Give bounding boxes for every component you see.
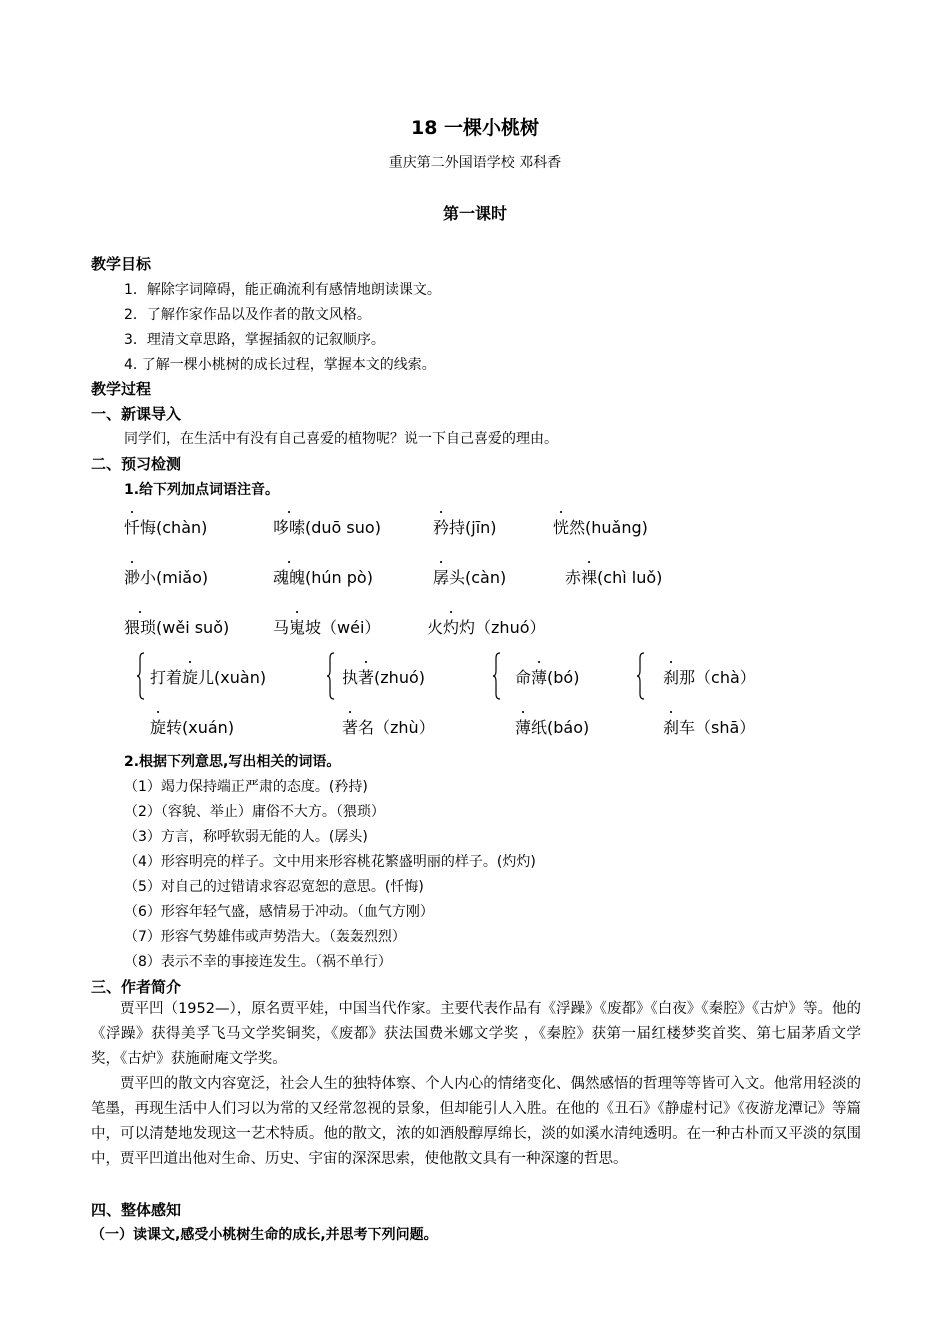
definition-item: （6）形容年轻气盛，感情易于冲动。（血气方刚） <box>124 904 434 920</box>
goal-item: 3．理清文章思路，掌握插叙的记叙顺序。 <box>124 332 385 348</box>
goal-item: 4. 了解一棵小桃树的成长过程，掌握本文的线索。 <box>124 357 436 373</box>
goals-heading: 教学目标 <box>91 255 152 273</box>
author-style-paragraph: 贾平凹的散文内容宽泛，社会人生的独特体察、个人内心的情绪变化、偶然感悟的哲理等等皆可入文。他常用轻淡的笔墨，再现生活中人们习以为常的又经常忽视的景象，但却能引人入胜。在他的《丑石》《静虚村记》《夜游龙潭记》等篇中，可以清楚地发现这一艺术特质。他的散文，浓的如酒般醇厚绵长，淡的如溪水清纯透明。在一种古朴而又平淡的氛围中，贾平凹道出他对生命、历史、宇宙的深深思索，使他散文具有一种深邃的哲思。 <box>91 1076 861 1167</box>
definition-item: （5）对自己的过错请求容忍宽恕的意思。(忏悔) <box>124 879 424 895</box>
section-heading: 二、预习检测 <box>91 455 182 473</box>
brace-icon <box>493 652 501 700</box>
definition-item: （4）形容明亮的样子。文中用来形容桃花繁盛明丽的样子。(灼灼) <box>124 854 536 870</box>
definition-item: （1）竭力保持端正严肃的态度。(矜持) <box>124 779 368 795</box>
question-2: 2.根据下列意思,写出相关的词语。 <box>124 754 341 770</box>
pinyin-word: 刹那（chà） <box>663 668 756 687</box>
question-1: 1.给下列加点词语注音。 <box>124 482 280 498</box>
pinyin-word: 著名（zhù） <box>342 718 435 737</box>
lesson-heading: 第一课时 <box>442 204 507 223</box>
pinyin-word: 魂魄(hún pò) <box>273 568 373 587</box>
brace-icon <box>137 652 145 700</box>
page-title: 18 一棵小桃树 <box>410 117 540 139</box>
pinyin-word: 忏悔(chàn) <box>124 518 208 537</box>
author-line: 重庆第二外国语学校 邓科香 <box>388 155 562 171</box>
pinyin-word: 火灼灼（zhuó） <box>427 618 546 637</box>
pinyin-word: 矜持(jīn) <box>433 518 497 537</box>
intro-text: 同学们，在生活中有没有自己喜爱的植物呢？说一下自己喜爱的理由。 <box>124 431 558 447</box>
brace-icon <box>327 652 335 700</box>
definition-item: （7）形容气势雄伟或声势浩大。（轰轰烈烈） <box>124 929 406 945</box>
author-bio-paragraph: 贾平凹（1952—），原名贾平娃，中国当代作家。主要代表作品有《浮躁》《废都》《白夜》《秦腔》《古炉》等。他的《浮躁》获得美孚飞马文学奖铜奖，《废都》获法国费米娜文学奖 ，《秦腔》获第一届红楼梦奖首奖、第七届茅盾文学奖，《古炉》获施耐庵文学奖。 <box>91 1001 861 1067</box>
pinyin-word: 渺小(miǎo) <box>124 568 209 587</box>
pinyin-word: 打着旋儿(xuàn) <box>150 668 267 687</box>
definition-item: （3）方言，称呼软弱无能的人。(孱头) <box>124 829 368 845</box>
definition-item: （2）（容貌、举止）庸俗不大方。（猥琐） <box>124 804 385 820</box>
goal-item: 1．解除字词障碍，能正确流利有感情地朗读课文。 <box>124 282 441 298</box>
pinyin-word: 猥琐(wěi suǒ) <box>124 618 230 637</box>
pinyin-word: 马嵬坡（wéi） <box>273 618 381 637</box>
process-heading: 教学过程 <box>91 380 152 398</box>
definition-item: （8）表示不幸的事接连发生。（祸不单行） <box>124 954 392 970</box>
pinyin-word: 刹车（shā） <box>663 718 756 737</box>
pinyin-word: 执著(zhuó) <box>342 668 425 687</box>
brace-icon <box>637 652 645 700</box>
section-heading: 一、新课导入 <box>91 405 182 423</box>
pinyin-word: 赤裸(chì luǒ) <box>565 568 663 587</box>
section-heading: 四、整体感知 <box>91 1201 182 1219</box>
pinyin-word: 旋转(xuán) <box>150 718 235 737</box>
pinyin-word: 孱头(càn) <box>433 568 507 587</box>
pinyin-word: 命薄(bó) <box>515 668 580 687</box>
goal-item: 2．了解作家作品以及作者的散文风格。 <box>124 307 371 323</box>
section-heading: 三、作者简介 <box>91 978 182 996</box>
pinyin-word: 恍然(huǎng) <box>553 518 648 537</box>
pinyin-word: 薄纸(báo) <box>515 718 590 737</box>
subsection-heading: （一）读课文,感受小桃树生命的成长,并思考下列问题。 <box>91 1227 438 1243</box>
pinyin-word: 哆嗦(duō suo) <box>273 518 381 537</box>
